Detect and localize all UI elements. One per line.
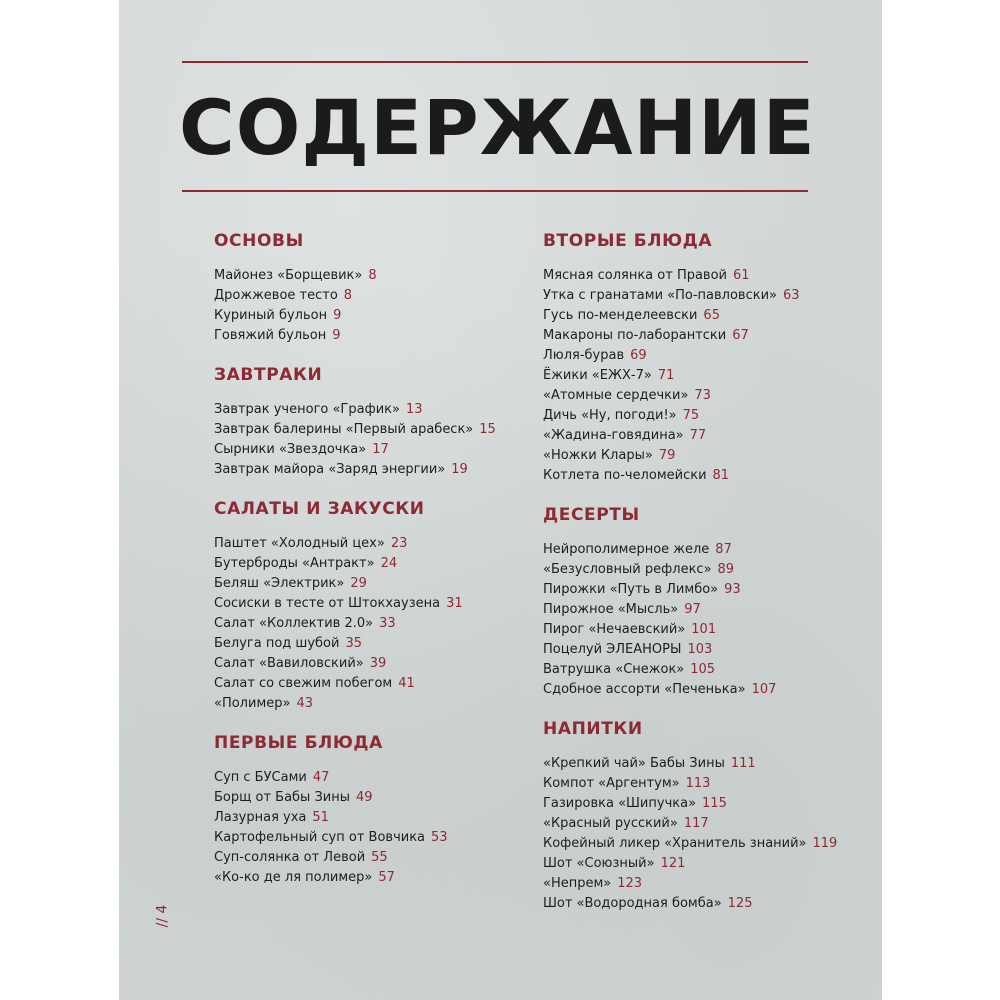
entry-title: Завтрак ученого «График» <box>214 402 400 417</box>
toc-entry[interactable] <box>214 286 514 306</box>
entry-page-number: 89 <box>717 562 735 577</box>
entry-title: Салат «Вавиловский» <box>214 656 364 671</box>
entry-page-number: 13 <box>405 402 423 417</box>
entry-title: Утка с гранатами «По-павловски» <box>543 288 777 303</box>
entry-page-number: 23 <box>390 536 408 551</box>
toc-entry[interactable] <box>214 460 514 480</box>
entry-title: Бутерброды «Антракт» <box>214 556 375 571</box>
page-title: СОДЕРЖАНИЕ <box>179 83 816 172</box>
entry-page-number: 33 <box>379 616 396 631</box>
toc-entry[interactable] <box>543 406 863 426</box>
toc-entry[interactable] <box>214 420 514 440</box>
entry-title: Шот «Водородная бомба» <box>543 896 722 911</box>
entry-page-number: 8 <box>343 288 353 303</box>
entry-page-number: 65 <box>703 308 720 323</box>
section-heading: ДЕСЕРТЫ <box>543 505 640 525</box>
entry-page-number: 55 <box>371 850 388 865</box>
entry-page-number: 73 <box>694 388 711 403</box>
entry-page-number: 125 <box>727 896 753 911</box>
toc-entry[interactable] <box>543 894 863 914</box>
toc-entry[interactable] <box>543 660 863 680</box>
entry-title: Котлета по-челомейски <box>543 468 707 483</box>
toc-entry[interactable] <box>214 654 514 674</box>
entry-title: Белуга под шубой <box>214 636 340 651</box>
entry-page-number: 43 <box>296 696 313 711</box>
toc-entry[interactable] <box>214 848 514 868</box>
entry-page-number: 75 <box>682 408 700 423</box>
toc-section <box>543 504 863 700</box>
toc-entry[interactable] <box>543 426 863 446</box>
entry-title: Суп-солянка от Левой <box>214 850 366 865</box>
toc-entry[interactable] <box>543 754 863 774</box>
toc-section <box>214 364 514 480</box>
toc-entry[interactable] <box>543 774 863 794</box>
entry-title: Завтрак балерины «Первый арабеск» <box>214 422 474 437</box>
entry-page-number: 53 <box>431 830 448 845</box>
entry-page-number: 47 <box>312 770 330 785</box>
entry-title: Салат «Коллектив 2.0» <box>214 616 374 631</box>
entry-title: Ватрушка «Снежок» <box>543 662 685 677</box>
toc-entry[interactable] <box>214 634 514 654</box>
entry-title: Салат со свежим побегом <box>214 676 393 691</box>
book-page <box>119 0 882 1000</box>
entry-title: «Жадина-говядина» <box>543 428 684 443</box>
entry-page-number: 39 <box>369 656 387 671</box>
entry-page-number: 67 <box>732 328 749 343</box>
entry-title: Дрожжевое тесто <box>214 288 338 303</box>
entry-page-number: 9 <box>333 308 342 323</box>
entry-page-number: 71 <box>657 368 675 383</box>
entry-page-number: 9 <box>332 328 341 343</box>
toc-entry[interactable] <box>543 794 863 814</box>
toc-entry[interactable] <box>543 306 863 326</box>
entry-page-number: 24 <box>380 556 398 571</box>
toc-entry[interactable] <box>543 346 863 366</box>
entry-title: Мясная солянка от Правой <box>543 268 727 283</box>
entry-title: «Красный русский» <box>543 816 678 831</box>
toc-entry[interactable] <box>543 620 863 640</box>
toc-entry[interactable] <box>214 808 514 828</box>
entry-title: Куриный бульон <box>214 308 328 323</box>
entry-page-number: 121 <box>660 856 686 871</box>
toc-entry[interactable] <box>543 854 863 874</box>
section-heading: ПЕРВЫЕ БЛЮДА <box>214 733 383 753</box>
entry-page-number: 79 <box>658 448 676 463</box>
entry-title: «Крепкий чай» Бабы Зины <box>543 756 725 771</box>
toc-section <box>214 230 514 346</box>
entry-title: Сырники «Звездочка» <box>214 442 367 457</box>
toc-entry[interactable] <box>543 266 863 286</box>
page-number: // 4 <box>154 904 171 928</box>
entry-page-number: 35 <box>345 636 362 651</box>
entry-title: «Непрем» <box>543 876 612 891</box>
entry-page-number: 93 <box>724 582 741 597</box>
toc-entry[interactable] <box>214 440 514 460</box>
toc-entry[interactable] <box>543 874 863 894</box>
entry-title: Макароны по-лаборантски <box>543 328 727 343</box>
toc-entry[interactable] <box>214 868 514 888</box>
entry-title: Гусь по-менделеевски <box>543 308 698 323</box>
entry-title: Пирог «Нечаевский» <box>543 622 686 637</box>
entry-title: Сдобное ассорти «Печенька» <box>543 682 746 697</box>
toc-entry[interactable] <box>543 366 863 386</box>
toc-entry[interactable] <box>543 286 863 306</box>
entry-page-number: 123 <box>617 876 643 891</box>
entry-title: Завтрак майора «Заряд энергии» <box>214 462 446 477</box>
entry-title: «Безусловный рефлекс» <box>543 562 712 577</box>
toc-entry[interactable] <box>543 680 863 700</box>
entry-title: Картофельный суп от Вовчика <box>214 830 426 845</box>
toc-entry[interactable] <box>214 534 514 554</box>
section-heading: НАПИТКИ <box>543 719 643 739</box>
entry-title: Суп с БУСами <box>214 770 307 785</box>
entry-page-number: 113 <box>685 776 711 791</box>
section-heading: ОСНОВЫ <box>214 231 304 251</box>
toc-entry[interactable] <box>543 466 863 486</box>
entry-page-number: 107 <box>751 682 777 697</box>
entry-page-number: 19 <box>451 462 468 477</box>
entry-page-number: 51 <box>312 810 329 825</box>
toc-left-column <box>214 220 514 906</box>
entry-page-number: 117 <box>683 816 709 831</box>
toc-section <box>543 230 863 486</box>
entry-title: Паштет «Холодный цех» <box>214 536 385 551</box>
entry-page-number: 63 <box>783 288 800 303</box>
toc-entry[interactable] <box>214 674 514 694</box>
toc-entry[interactable] <box>543 540 863 560</box>
entry-title: Пирожное «Мысль» <box>543 602 679 617</box>
entry-title: Майонез «Борщевик» <box>214 268 363 283</box>
entry-page-number: 81 <box>712 468 730 483</box>
toc-entry[interactable] <box>214 768 514 788</box>
toc-entry[interactable] <box>214 594 514 614</box>
toc-section <box>214 498 514 714</box>
entry-title: «Полимер» <box>214 696 291 711</box>
entry-title: Пирожки «Путь в Лимбо» <box>543 582 719 597</box>
entry-title: Говяжий бульон <box>214 328 327 343</box>
entry-title: Дичь «Ну, погоди!» <box>543 408 677 423</box>
entry-page-number: 8 <box>368 268 377 283</box>
entry-page-number: 111 <box>730 756 756 771</box>
entry-title: Шот «Союзный» <box>543 856 655 871</box>
entry-page-number: 49 <box>356 790 373 805</box>
entry-page-number: 61 <box>733 268 750 283</box>
toc-entry[interactable] <box>543 580 863 600</box>
entry-page-number: 69 <box>630 348 647 363</box>
toc-entry[interactable] <box>543 386 863 406</box>
entry-title: Газировка «Шипучка» <box>543 796 697 811</box>
toc-entry[interactable] <box>543 560 863 580</box>
entry-title: Борщ от Бабы Зины <box>214 790 351 805</box>
toc-entry[interactable] <box>543 834 863 854</box>
entry-page-number: 87 <box>715 542 732 557</box>
toc-entry[interactable] <box>214 614 514 634</box>
toc-entry[interactable] <box>214 554 514 574</box>
entry-page-number: 97 <box>684 602 701 617</box>
entry-page-number: 101 <box>691 622 717 637</box>
toc-entry[interactable] <box>543 600 863 620</box>
section-heading: САЛАТЫ И ЗАКУСКИ <box>214 499 425 519</box>
toc-entry[interactable] <box>543 326 863 346</box>
section-heading: ВТОРЫЕ БЛЮДА <box>543 231 713 251</box>
entry-page-number: 105 <box>690 662 716 677</box>
toc-entry[interactable] <box>214 400 514 420</box>
toc-entry[interactable] <box>543 814 863 834</box>
toc-entry[interactable] <box>214 306 514 326</box>
entry-title: Кофейный ликер «Хранитель знаний» <box>543 836 807 851</box>
entry-title: Компот «Аргентум» <box>543 776 680 791</box>
entry-title: «Атомные сердечки» <box>543 388 689 403</box>
toc-right-column <box>543 220 863 932</box>
entry-page-number: 119 <box>812 836 838 851</box>
entry-page-number: 77 <box>689 428 707 443</box>
entry-page-number: 29 <box>350 576 367 591</box>
toc-section <box>214 732 514 888</box>
top-rule <box>182 61 808 63</box>
toc-entry[interactable] <box>543 640 863 660</box>
toc-entry[interactable] <box>214 326 514 346</box>
entry-page-number: 17 <box>372 442 389 457</box>
entry-page-number: 41 <box>398 676 415 691</box>
entry-title: Нейрополимерное желе <box>543 542 710 557</box>
entry-title: Люля-бурав <box>543 348 625 363</box>
entry-title: Ёжики «ЕЖХ-7» <box>543 368 652 383</box>
toc-entry[interactable] <box>543 446 863 466</box>
toc-section <box>543 718 863 914</box>
entry-page-number: 57 <box>378 870 395 885</box>
entry-title: Поцелуй ЭЛЕАНОРЫ <box>543 642 682 657</box>
entry-title: «Ножки Клары» <box>543 448 653 463</box>
entry-title: Лазурная уха <box>214 810 307 825</box>
bottom-rule <box>182 190 808 192</box>
toc-entry[interactable] <box>214 788 514 808</box>
toc-entry[interactable] <box>214 266 514 286</box>
entry-title: Сосиски в тесте от Штокхаузена <box>214 596 441 611</box>
entry-page-number: 15 <box>479 422 496 437</box>
section-heading: ЗАВТРАКИ <box>214 365 323 385</box>
entry-page-number: 31 <box>446 596 463 611</box>
entry-page-number: 115 <box>702 796 727 811</box>
entry-page-number: 103 <box>687 642 713 657</box>
entry-title: «Ко-ко де ля полимер» <box>214 870 373 885</box>
entry-title: Беляш «Электрик» <box>214 576 345 591</box>
toc-entry[interactable] <box>214 574 514 594</box>
toc-entry[interactable] <box>214 694 514 714</box>
toc-entry[interactable] <box>214 828 514 848</box>
